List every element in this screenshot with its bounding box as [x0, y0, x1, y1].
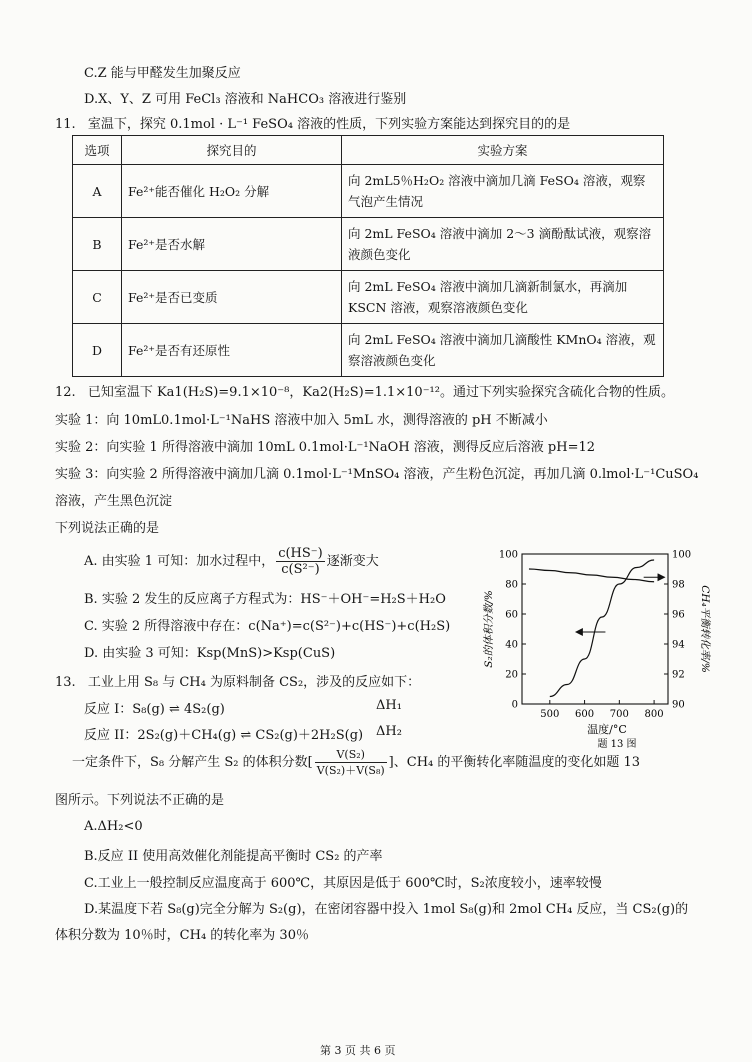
page-footer: 第 3 页 共 6 页: [320, 1044, 396, 1057]
reaction-2: 反应 II：2S₂(g)＋CH₄(g) ⇌ CS₂(g)＋2H₂S(g): [84, 728, 364, 743]
prev-option-d: D.X、Y、Z 可用 FeCl₃ 溶液和 NaHCO₃ 溶液进行鉴别: [84, 92, 407, 107]
prev-option-c: C.Z 能与甲醛发生加聚反应: [84, 66, 241, 81]
question-number: 13.: [55, 675, 76, 690]
question-number: 12.: [55, 385, 76, 400]
fraction: [315, 747, 387, 778]
question-11: [55, 113, 570, 132]
q13-chart: [476, 540, 716, 762]
question-stem: 工业上用 S₈ 与 CH₄ 为原料制备 CS₂，涉及的反应如下：: [87, 675, 421, 690]
experiment-3-cont: 溶液，产生黑色沉淀: [55, 494, 173, 509]
table-header: 探究目的: [122, 136, 342, 165]
x-tick-label: 700: [609, 709, 629, 720]
question-13: [55, 671, 420, 690]
experiment-3: 实验 3：向实验 2 所得溶液中滴加几滴 0.1mol·L⁻¹MnSO₄ 溶液，产生粉色沉淀，再加几滴 0.lmol·L⁻¹CuSO₄: [55, 467, 699, 482]
option-plan: 向 2mL FeSO₄ 溶液中滴加 2～3 滴酚酞试液，观察溶液颜色变化: [342, 218, 664, 271]
q13-option-c: C.工业上一般控制反应温度高于 600℃，其原因是低于 600℃时，S₂浓度较小，速率较慢: [84, 876, 602, 891]
x-tick-label: 500: [540, 709, 560, 720]
y-right-tick-label: 90: [672, 699, 685, 711]
y-right-axis-label: CH₄平衡转化率/%: [699, 585, 711, 673]
fraction: [276, 546, 325, 577]
q11-table: [72, 135, 664, 377]
option-aim: Fe²⁺是否水解: [122, 218, 342, 271]
condition-text: ]、CH₄ 的平衡转化率随温度的变化如题 13: [388, 755, 641, 770]
option-text: A. 由实验 1 可知：加水过程中，: [84, 554, 275, 569]
y-right-tick-label: 96: [672, 609, 685, 621]
question-stem: 已知室温下 Ka1(H₂S)=9.1×10⁻⁸，Ka2(H₂S)=1.1×10⁻¹²。通过下列实验探究含硫化合物的性质。: [87, 385, 674, 400]
q13-condition: [72, 747, 640, 778]
option-plan: 向 2mL FeSO₄ 溶液中滴加几滴新制氯水，再滴加 KSCN 溶液，观察溶液颜色变化: [342, 271, 664, 324]
option-letter: C: [73, 271, 122, 324]
table-row: [73, 271, 664, 324]
q13-option-d: D.某温度下若 S₈(g)完全分解为 S₂(g)，在密闭容器中投入 1mol S₈(g)和 2mol CH₄ 反应，当 CS₂(g)的: [84, 902, 689, 917]
y-left-tick-label: 100: [498, 549, 518, 561]
table-row: [73, 324, 664, 377]
y-left-axis-label: S₂的体积分数/%: [483, 590, 495, 668]
table-header: 选项: [73, 136, 122, 165]
y-left-tick-label: 40: [505, 639, 518, 651]
q12-option-c: C. 实验 2 所得溶液中存在：c(Na⁺)=c(S²⁻)+c(HS⁻)+c(H₂S): [84, 619, 451, 634]
fraction-denominator: V(S₂)＋V(S₈): [316, 764, 385, 777]
table-row: [73, 165, 664, 218]
chart-caption: 题 13 图: [597, 739, 637, 750]
fraction-numerator: V(S₂): [315, 747, 387, 763]
series-line-ch4-conversion: [529, 569, 654, 582]
y-left-tick-label: 80: [505, 579, 518, 591]
y-right-tick-label: 98: [672, 579, 685, 591]
x-tick-label: 800: [644, 709, 664, 720]
question-number: 11.: [55, 117, 76, 132]
y-right-tick-label: 94: [672, 639, 685, 651]
option-aim: Fe²⁺是否有还原性: [122, 324, 342, 377]
option-letter: A: [73, 165, 122, 218]
option-plan: 向 2mL FeSO₄ 溶液中滴加几滴酸性 KMnO₄ 溶液，观察溶液颜色变化: [342, 324, 664, 377]
experiment-2: 实验 2：向实验 1 所得溶液中滴加 10mL 0.1mol·L⁻¹NaOH 溶液，测得反应后溶液 pH=12: [55, 440, 596, 455]
fraction-denominator: c(S²⁻): [281, 562, 320, 577]
q13-option-d-cont: 体积分数为 10％时，CH₄ 的转化率为 30％: [55, 928, 309, 943]
question-stem: 室温下，探究 0.1mol · L⁻¹ FeSO₄ 溶液的性质，下列实验方案能达到探究目的的是: [87, 117, 571, 132]
option-letter: B: [73, 218, 122, 271]
y-left-tick-label: 20: [505, 669, 518, 681]
question-ask: 下列说法正确的是: [55, 521, 160, 536]
y-left-tick-label: 60: [505, 609, 518, 621]
series-line-s2-fraction: [550, 560, 654, 697]
option-plan: 向 2mL5％H₂O₂ 溶液中滴加几滴 FeSO₄ 溶液，观察气泡产生情况: [342, 165, 664, 218]
y-left-tick-label: 0: [511, 699, 518, 711]
reaction-2-dh: ΔH₂: [376, 724, 402, 739]
q12-option-a: [84, 546, 379, 577]
q12-option-d: D. 由实验 3 可知：Ksp(MnS)>Ksp(CuS): [84, 646, 336, 661]
q13-option-a: A.ΔH₂<0: [84, 819, 143, 834]
table-header: 实验方案: [342, 136, 664, 165]
y-right-tick-label: 92: [672, 669, 685, 681]
reaction-1: 反应 I：S₈(g) ⇌ 4S₂(g): [84, 702, 225, 717]
q13-condition-cont: 图所示。下列说法不正确的是: [55, 793, 225, 808]
option-aim: Fe²⁺是否已变质: [122, 271, 342, 324]
x-axis-label: 温度/°C: [587, 723, 627, 736]
option-letter: D: [73, 324, 122, 377]
experiment-1: 实验 1：向 10mL0.1mol·L⁻¹NaHS 溶液中加入 5mL 水，测得溶液的 pH 不断减小: [55, 413, 548, 428]
condition-text: 一定条件下，S₈ 分解产生 S₂ 的体积分数[: [72, 755, 313, 770]
q12-option-b: B. 实验 2 发生的反应离子方程式为：HS⁻＋OH⁻=H₂S＋H₂O: [84, 592, 446, 607]
reaction-1-dh: ΔH₁: [376, 698, 402, 713]
option-aim: Fe²⁺能否催化 H₂O₂ 分解: [122, 165, 342, 218]
fraction-numerator: c(HS⁻): [278, 546, 323, 561]
question-12: [55, 381, 674, 400]
x-tick-label: 600: [575, 709, 595, 720]
y-right-tick-label: 100: [672, 549, 692, 561]
table-row: [73, 218, 664, 271]
option-text: 逐渐变大: [326, 554, 379, 569]
q13-option-b: B.反应 II 使用高效催化剂能提高平衡时 CS₂ 的产率: [84, 849, 383, 864]
